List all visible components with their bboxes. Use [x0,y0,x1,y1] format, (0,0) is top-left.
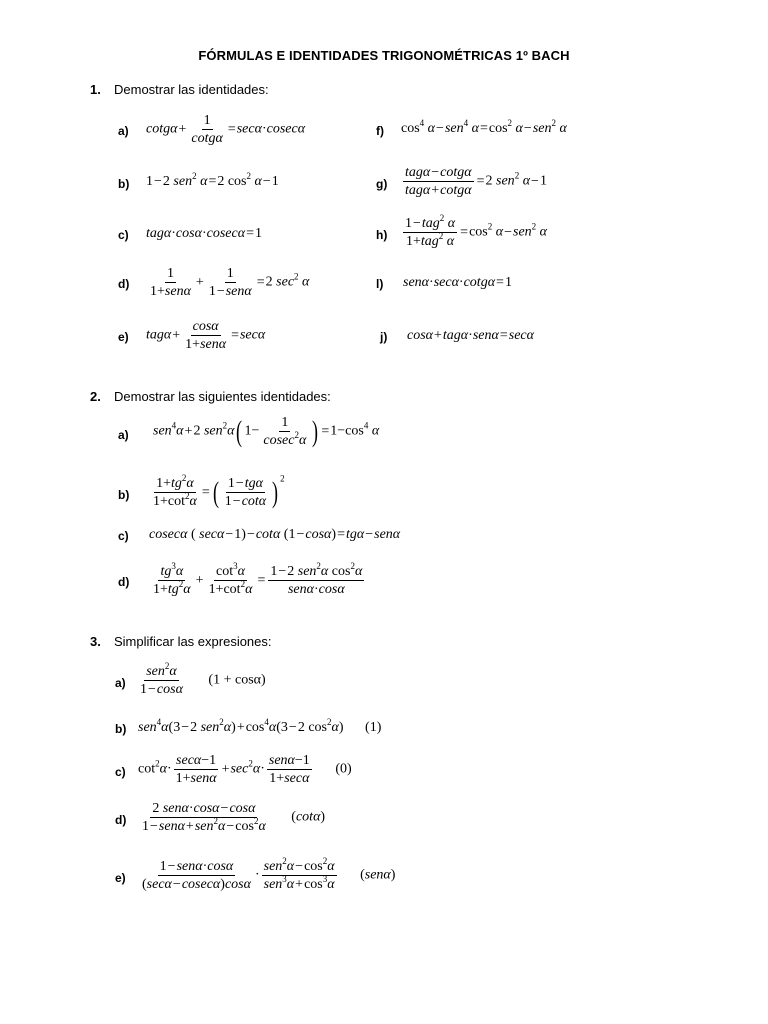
formula-3e: $\frac{\text{1−senα·cosα}}{(\sec\alpha-cosec\alpha)\cos\alpha}$ · $\frac{sen^2\alpha-\cos^2\alpha}{sen^3\alpha+\cos^3\alpha}$ (senα) [142,856,396,892]
section-text: Demostrar las identidades: [114,82,269,97]
item-label: a) [118,124,129,138]
item-label: d) [118,277,130,291]
formula-1d: $\frac{1}{\text{1+senα}}$ + $\frac{1}{\text{1−senα}}$ =2 $\sec^2 \alpha$ [150,266,310,299]
item-label: d) [115,813,127,827]
formula-1l: senα·secα·cotgα=1 [403,275,512,290]
formula-1h: $\frac{1-tag^2 \alpha}{1+tag^2 \alpha}$ $=\cos^2$ α−sen$^2$ α [405,213,548,249]
item-label: g) [376,177,388,191]
section-text: Simplificar las expresiones: [114,634,272,649]
section-3-heading [90,634,272,649]
item-label: c) [118,228,129,242]
item-label: b) [115,722,127,736]
answer: (0) [335,761,352,777]
item-label: f) [376,124,384,138]
section-text: Demostrar las siguientes identidades: [114,389,331,404]
formula-3c: $\cot^2\alpha\cdot$ $\frac{\sec\alpha-1}{\text{1+senα}}$ $+\sec^2\alpha\cdot$ $\frac{\text{senα−1}}{1+\sec\alpha}$ (0) [138,753,352,786]
formula-1b: 1−2 sen$^2$ α=2 $\cos^2 \alpha-1$ [146,171,279,189]
section-number: 3. [90,634,101,649]
item-label: a) [115,676,126,690]
item-label: e) [115,871,126,885]
formula-3b: sen$^4$α(3−2 $sen^2\alpha)+\cos^4\alpha(3-2$ $\cos^2\alpha$) (1) [138,717,382,735]
item-label: h) [376,228,388,242]
formula-1f: $\cos^4 \alpha-sen^4$ $\alpha=\cos^2$ α−sen$^2$ α [401,118,567,136]
item-label: l) [376,277,384,291]
item-label: j) [380,330,388,344]
formula-1a: cotgα+ $\frac{1}{\cot g\alpha}$ =secα·cosecα [146,113,306,146]
formula-3d: $\frac{\text{2 senα·cosα−cosα}}{1-sen\alpha+sen^2\alpha-\cos^2\alpha}$ (cotα) [142,801,326,834]
formula-2d: $\frac{tg^3\alpha}{1+tg^2\alpha}$ + $\frac{\cot^3\alpha}{1+\cot^2\alpha}$ = $\frac{1-2 sen^2\alpha \cos^2\alpha}{\text{senα·cosα}}$ [153,561,363,597]
item-label: b) [118,488,130,502]
formula-1g: $\frac{\text{tagα−cotgα}}{\text{tagα+cotgα}}$ =2 sen$^2$ α−1 [405,165,547,198]
section-number: 1. [90,82,101,97]
formula-2a: sen$^4$α+2 sen$^2$α( 1− $\frac{1}{cosec^2\alpha}$ ) $=1-\cos^4$ α [153,414,380,448]
formula-3a: $\frac{sen^2\alpha}{1-\cos\alpha}$ (1 + cosα) [140,661,266,697]
page-title: FÓRMULAS E IDENTIDADES TRIGONOMÉTRICAS 1º BACH [198,48,570,63]
section-number: 2. [90,389,101,404]
item-label: d) [118,575,130,589]
answer: (cotα) [291,809,326,825]
answer: (1 + cosα) [208,672,266,688]
formula-2b: $\frac{1+tg^2\alpha}{1+\cot^2\alpha}$ = ( $\frac{\text{1−tgα}}{1-\cot\alpha}$ ) $^2$ [153,473,285,509]
formula-1j: cosα+tagα·senα=secα [407,328,534,343]
formula-1c: tagα·cosα·cosecα=1 [146,226,262,241]
item-label: a) [118,428,129,442]
section-1-heading [90,82,269,97]
item-label: e) [118,330,129,344]
answer: (1) [365,720,382,735]
item-label: c) [118,529,129,543]
item-label: c) [115,765,126,779]
section-2-heading [90,389,331,404]
item-label: b) [118,177,130,191]
formula-1e: tagα+ $\frac{\cos\alpha}{\text{1+senα}}$ =secα [146,319,266,352]
formula-2c: cosecα ( secα−1)−cotα (1−cosα)=tgα−senα [149,527,401,542]
answer: (senα) [360,867,396,883]
